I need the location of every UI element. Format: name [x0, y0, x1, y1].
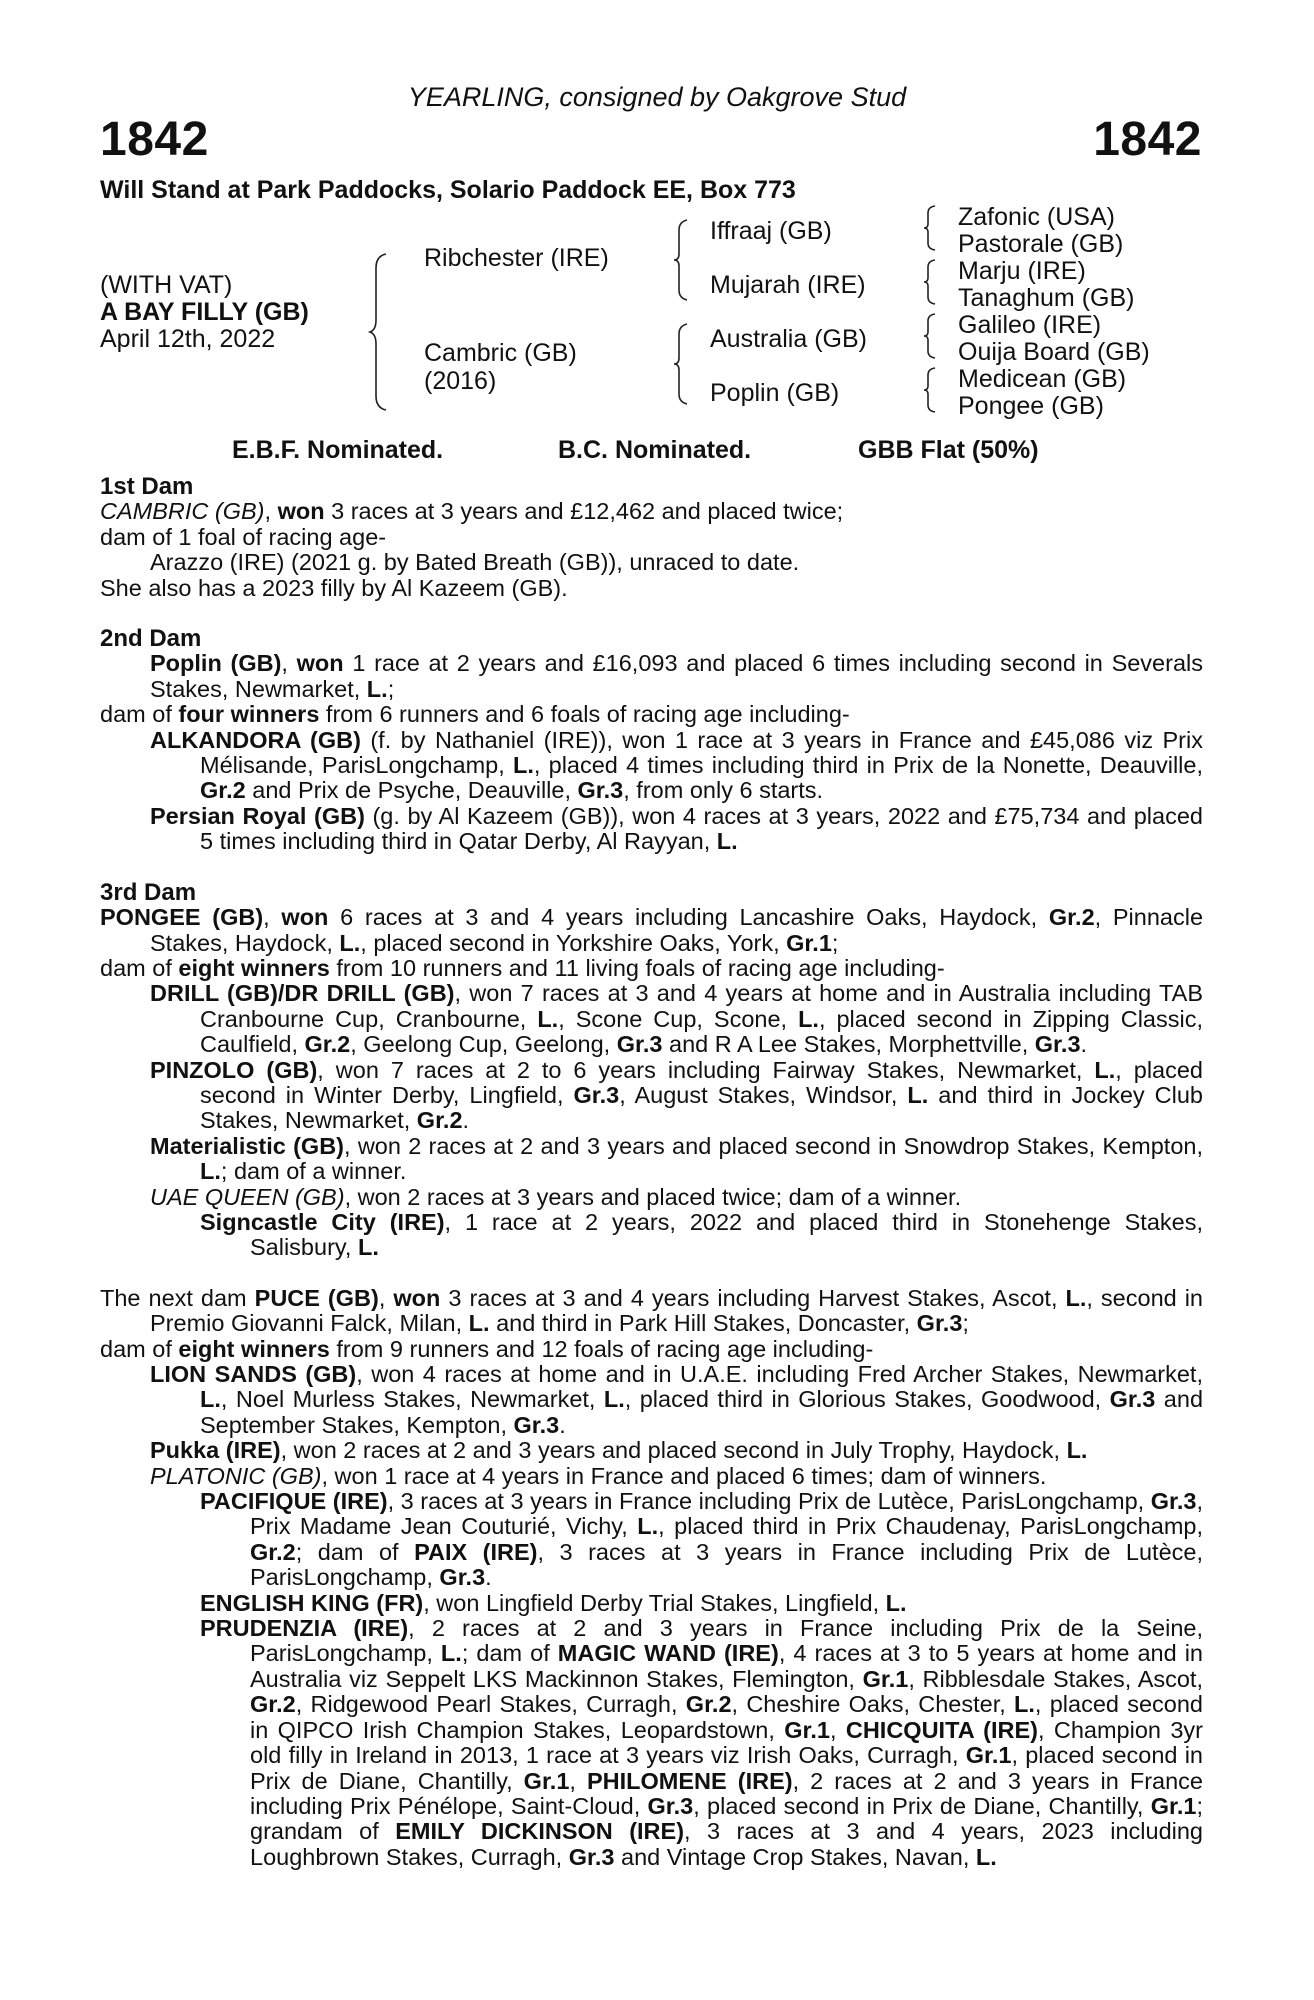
pedigree-dam-year: (2016): [424, 367, 497, 395]
pedigree-g7: Medicean (GB): [958, 365, 1127, 393]
catalogue-body: 1st Dam CAMBRIC (GB), won 3 races at 3 years and £12,462 and placed twice; dam of 1 foal of racing age- Arazzo (IRE) (2021 g. by Bated Breath (GB)), unraced to date. She also has a 2023 filly by Al Kazeem (GB). 2nd Dam Poplin (GB), won 1 race at 2 years and £16,093 and placed 6 times including second in Severals Stakes, Newmarket, L.; dam of four winners from 6 runners and 6 foals of racing age including- ALKANDORA (GB) (f. by Nathaniel (IRE)), won 1 race at 3 years in France and £45,086 viz Prix Mélisande, ParisLongchamp, L., placed 4 times including third in Prix de la Nonette, Deauville, Gr.2 and Prix de Psyche, Deauville, Gr.3, from only 6 starts. Persian Royal (GB) (g. by Al Kazeem (GB)), won 4 races at 3 years, 2022 and £75,734 and placed 5 times including third in Qatar Derby, Al Rayyan, L. 3rd Dam PONGEE (GB), won 6 races at 3 and 4 years including Lancashire Oaks, Haydock, Gr.2, Pinnacle Stakes, Haydock, L., placed second in Yorkshire Oaks, York, Gr.1; dam of eight winners from 10 runners and 11 living foals of racing age including- DRILL (GB)/DR DRILL (GB), won 7 races at 3 and 4 years at home and in Australia including TAB Cranbourne Cup, Cranbourne, L., Scone Cup, Scone, L., placed second in Zipping Classic, Caulfield, Gr.2, Geelong Cup, Geelong, Gr.3 and R A Lee Stakes, Morphettville, Gr.3. PINZOLO (GB), won 7 races at 2 to 6 years including Fairway Stakes, Newmarket, L., placed second in Winter Derby, Lingfield, Gr.3, August Stakes, Windsor, L. and third in Jockey Club Stakes, Newmarket, Gr.2. Materialistic (GB), won 2 races at 2 and 3 years and placed second in Snowdrop Stakes, Kempton, L.; dam of a winner. UAE QUEEN (GB), won 2 races at 3 years and placed twice; dam of a winner. Signcastle City (IRE), 1 race at 2 years, 2022 and placed third in Stonehenge Stakes, Salisbury, L. The next dam PUCE (GB), won 3 races at 3 and 4 years including Harvest Stakes, Ascot, L., second in Premio Giovanni Falck, Milan, L. and third in Park Hill Stakes, Doncaster, Gr.3; dam of eight winners from 9 runners and 12 foals of racing age including- LION SANDS (GB), won 4 races at home and in U.A.E. including Fred Archer Stakes, Newmarket, L., Noel Murless Stakes, Newmarket, L., placed third in Glorious Stakes, Goodwood, Gr.3 and September Stakes, Kempton, Gr.3. Pukka (IRE), won 2 races at 2 and 3 years and placed second in July Trophy, Haydock, L. PLATONIC (GB), won 1 race at 4 years in France and placed 6 times; dam of winners. PACIFIQUE (IRE), 3 races at 3 years in France including Prix de Lutèce, ParisLongchamp, Gr.3, Prix Madame Jean Couturié, Vichy, L., placed third in Prix Chaudenay, ParisLongchamp, Gr.2; dam of PAIX (IRE), 3 races at 3 years in France including Prix de Lutèce, ParisLongchamp, Gr.3. ENGLISH KING (FR), won Lingfield Derby Trial Stakes, Lingfield, L. PRUDENZIA (IRE), 2 races at 2 and 3 years in France including Prix de la Seine, ParisLongchamp, L.; dam of MAGIC WAND (IRE), 4 races at 3 to 5 years at home and in Australia viz Seppelt LKS Mackinnon Stakes, Flemington, Gr.1, Ribblesdale Stakes, Ascot, Gr.2, Ridgewood Pearl Stakes, Curragh, Gr.2, Cheshire Oaks, Chester, L., placed second in QIPCO Irish Champion Stakes, Leopardstown, Gr.1, CHICQUITA (IRE), Champion 3yr old filly in Ireland in 2013, 1 race at 3 years viz Irish Oaks, Curragh, Gr.1, placed second in Prix de Diane, Chantilly, Gr.1, PHILOMENE (IRE), 2 races at 2 and 3 years in France including Prix Pénélope, Saint-Cloud, Gr.3, placed second in Prix de Diane, Chantilly, Gr.1; grandam of EMILY DICKINSON (IRE), 3 races at 3 and 4 years, 2023 including Loughbrown Stakes, Curragh, Gr.3 and Vintage Crop Stakes, Navan, L.: [100, 473, 1204, 1870]
consignment-line: YEARLING, consigned by Oakgrove Stud: [407, 82, 907, 112]
pedigree-g5: Galileo (IRE): [958, 311, 1102, 339]
brace-sire: [672, 218, 692, 302]
pedigree-dam-dam: Poplin (GB): [710, 379, 840, 407]
nomination-ebf: E.B.F. Nominated.: [232, 436, 444, 464]
first-dam-heading: 1st Dam: [100, 473, 194, 500]
brace-g1: [922, 204, 940, 252]
nomination-bc: B.C. Nominated.: [558, 436, 752, 464]
brace-g2: [922, 258, 940, 306]
horse-name: A BAY FILLY (GB): [100, 298, 309, 326]
lot-number-left: 1842: [100, 113, 209, 166]
pedigree-g8: Pongee (GB): [958, 392, 1104, 420]
stand-location: Will Stand at Park Paddocks, Solario Paddock EE, Box 773: [100, 176, 796, 204]
pedigree-g1: Zafonic (USA): [958, 203, 1115, 231]
brace-g4: [922, 366, 940, 414]
lot-number-right: 1842: [1093, 113, 1202, 166]
vat-note: (WITH VAT): [100, 271, 233, 299]
pedigree-dam-sire: Australia (GB): [710, 325, 867, 353]
pedigree-dam: Cambric (GB): [424, 339, 577, 367]
nomination-gbb: GBB Flat (50%): [858, 436, 1039, 464]
pedigree-sire: Ribchester (IRE): [424, 244, 609, 272]
pedigree-g3: Marju (IRE): [958, 257, 1086, 285]
brace-main: [368, 252, 392, 412]
second-dam-heading: 2nd Dam: [100, 625, 202, 653]
brace-g3: [922, 312, 940, 360]
next-dam-entry: The next dam PUCE (GB), won 3 races at 3 and 4 years including Harvest Stakes, Ascot, L., second in Premio Giovanni Falck, Milan, L. and third in Park Hill Stakes, Doncaster, Gr.3;: [100, 1284, 1203, 1337]
pedigree-sire-dam: Mujarah (IRE): [710, 271, 866, 299]
brace-dam: [672, 322, 692, 406]
foaling-date: April 12th, 2022: [100, 325, 276, 353]
third-dam-entry: PONGEE (GB), won 6 races at 3 and 4 years including Lancashire Oaks, Haydock, Gr.2, Pinnacle Stakes, Haydock, L., placed second in Yorkshire Oaks, York, Gr.1;: [100, 904, 1204, 956]
pedigree-sire-sire: Iffraaj (GB): [710, 217, 832, 245]
first-dam-entry: CAMBRIC (GB), won 3 races at 3 years and £12,462 and placed twice;: [100, 498, 844, 525]
second-dam-entry: Poplin (GB), won 1 race at 2 years and £16,093 and placed 6 times including second in Severals Stakes, Newmarket, L.;: [150, 650, 1203, 702]
third-dam-heading: 3rd Dam: [100, 878, 197, 906]
pedigree-g6: Ouija Board (GB): [958, 338, 1150, 366]
pedigree-g2: Pastorale (GB): [958, 230, 1124, 258]
pedigree-g4: Tanaghum (GB): [958, 284, 1135, 312]
